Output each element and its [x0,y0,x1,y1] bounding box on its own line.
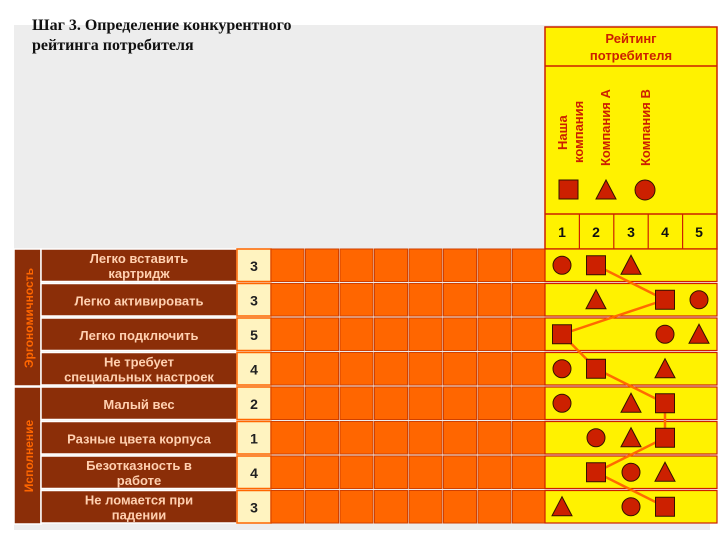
legend-square [559,180,578,199]
our-company-mark [656,290,675,309]
company-b-mark [587,429,605,447]
requirement-label: Безотказность в [86,458,192,473]
relation-cell [271,353,304,386]
our-company-mark [587,463,606,482]
relation-cell [306,353,339,386]
requirement-label: Легко вставить [89,251,189,266]
relation-cell [444,422,477,455]
relation-cell [513,422,546,455]
relation-cell [513,249,546,282]
relation-cell [409,318,442,351]
group-label: Исполнение [22,419,36,493]
requirement-label: Не требует [104,354,174,370]
importance-value: 3 [250,499,258,516]
relation-cell [375,284,408,317]
relation-cell [409,387,442,420]
relation-cell [306,422,339,455]
requirement-label: Малый вес [103,397,175,412]
scale-label: 2 [592,224,600,240]
importance-value: 4 [250,361,258,378]
relation-cell [375,318,408,351]
scale-label: 4 [661,224,669,240]
relation-cell [444,353,477,386]
requirement-label-2: падении [111,507,167,523]
relation-cell [409,284,442,317]
requirement-label-2: работе [116,473,162,488]
our-company-mark [587,359,606,378]
relation-cell [340,422,373,455]
relation-cell [271,422,304,455]
relation-cell [375,491,408,524]
relation-cell [375,422,408,455]
relation-cell [340,456,373,489]
relation-cell [271,318,304,351]
our-company-mark [656,497,675,516]
requirement-label-2: специальных настроек [64,369,214,385]
company-b-mark [553,394,571,412]
relation-cell [409,456,442,489]
scale-label: 5 [695,224,703,240]
relation-cell [513,284,546,317]
relation-cell [306,284,339,317]
relation-cell [478,249,511,282]
legend-circle [635,180,655,200]
relation-cell [340,249,373,282]
relation-cell [409,353,442,386]
requirement-label: Легко подключить [79,328,199,343]
relation-cell [478,387,511,420]
relation-cell [409,491,442,524]
importance-value: 2 [250,396,258,412]
our-company-mark [553,325,572,344]
relation-cell [340,318,373,351]
requirement-label: Разные цвета корпуса [67,431,211,447]
relation-cell [444,387,477,420]
importance-value: 3 [250,258,258,274]
company-b-mark [622,463,640,481]
col-header-company-b: Компания В [638,89,653,166]
relation-cell [375,353,408,386]
company-b-mark [690,291,708,309]
importance-value: 1 [250,430,258,447]
relation-cell [375,387,408,420]
relation-cell [478,318,511,351]
relation-cell [271,491,304,524]
relation-cell [513,456,546,489]
relation-cell [513,353,546,386]
rating-title-line1: Рейтинг [605,31,657,46]
relation-cell [478,284,511,317]
importance-value: 4 [250,465,258,481]
relation-cell [340,284,373,317]
importance-value: 3 [250,292,258,309]
relation-cell [375,249,408,282]
relation-cell [271,249,304,282]
relation-cell [444,318,477,351]
rating-title-line2: потребителя [589,48,673,63]
col-header-company-a: Компания А [598,89,613,166]
relation-cell [478,353,511,386]
slide-title: Шаг 3. Определение конкурентного рейтинга потребителя [32,17,292,54]
requirement-label: Легко активировать [74,293,204,309]
relation-cell [340,353,373,386]
company-b-mark [553,256,571,274]
relation-cell [478,422,511,455]
relation-cell [444,491,477,524]
relation-cell [306,456,339,489]
company-b-mark [656,325,674,343]
relation-cell [409,249,442,282]
relation-cell [271,387,304,420]
our-company-mark [587,256,606,275]
requirements-table [14,249,717,524]
our-company-mark [656,394,675,413]
relation-cell [271,284,304,317]
relation-cell [409,422,442,455]
company-b-mark [553,360,571,378]
scale-label: 1 [558,224,566,240]
relation-cell [444,284,477,317]
relation-cell [513,318,546,351]
relation-cell [513,387,546,420]
our-company-mark [656,428,675,447]
requirement-label: Не ломается при [84,492,194,508]
relation-cell [444,249,477,282]
col-header-our-line1: Наша [555,115,570,150]
relation-cell [478,456,511,489]
relation-cell [478,491,511,524]
relation-cell [375,456,408,489]
relation-cell [306,249,339,282]
scale-label: 3 [627,224,635,240]
relation-cell [340,387,373,420]
relation-cell [340,491,373,524]
relation-cell [513,491,546,524]
relation-cell [306,318,339,351]
col-header-our-line2: компания [571,100,586,163]
relation-cell [306,387,339,420]
relation-cell [271,456,304,489]
importance-value: 5 [250,327,258,343]
relation-cell [306,491,339,524]
company-b-mark [622,498,640,516]
requirement-label-2: картридж [108,266,170,281]
group-label: Эргономичность [22,267,36,369]
relation-cell [444,456,477,489]
